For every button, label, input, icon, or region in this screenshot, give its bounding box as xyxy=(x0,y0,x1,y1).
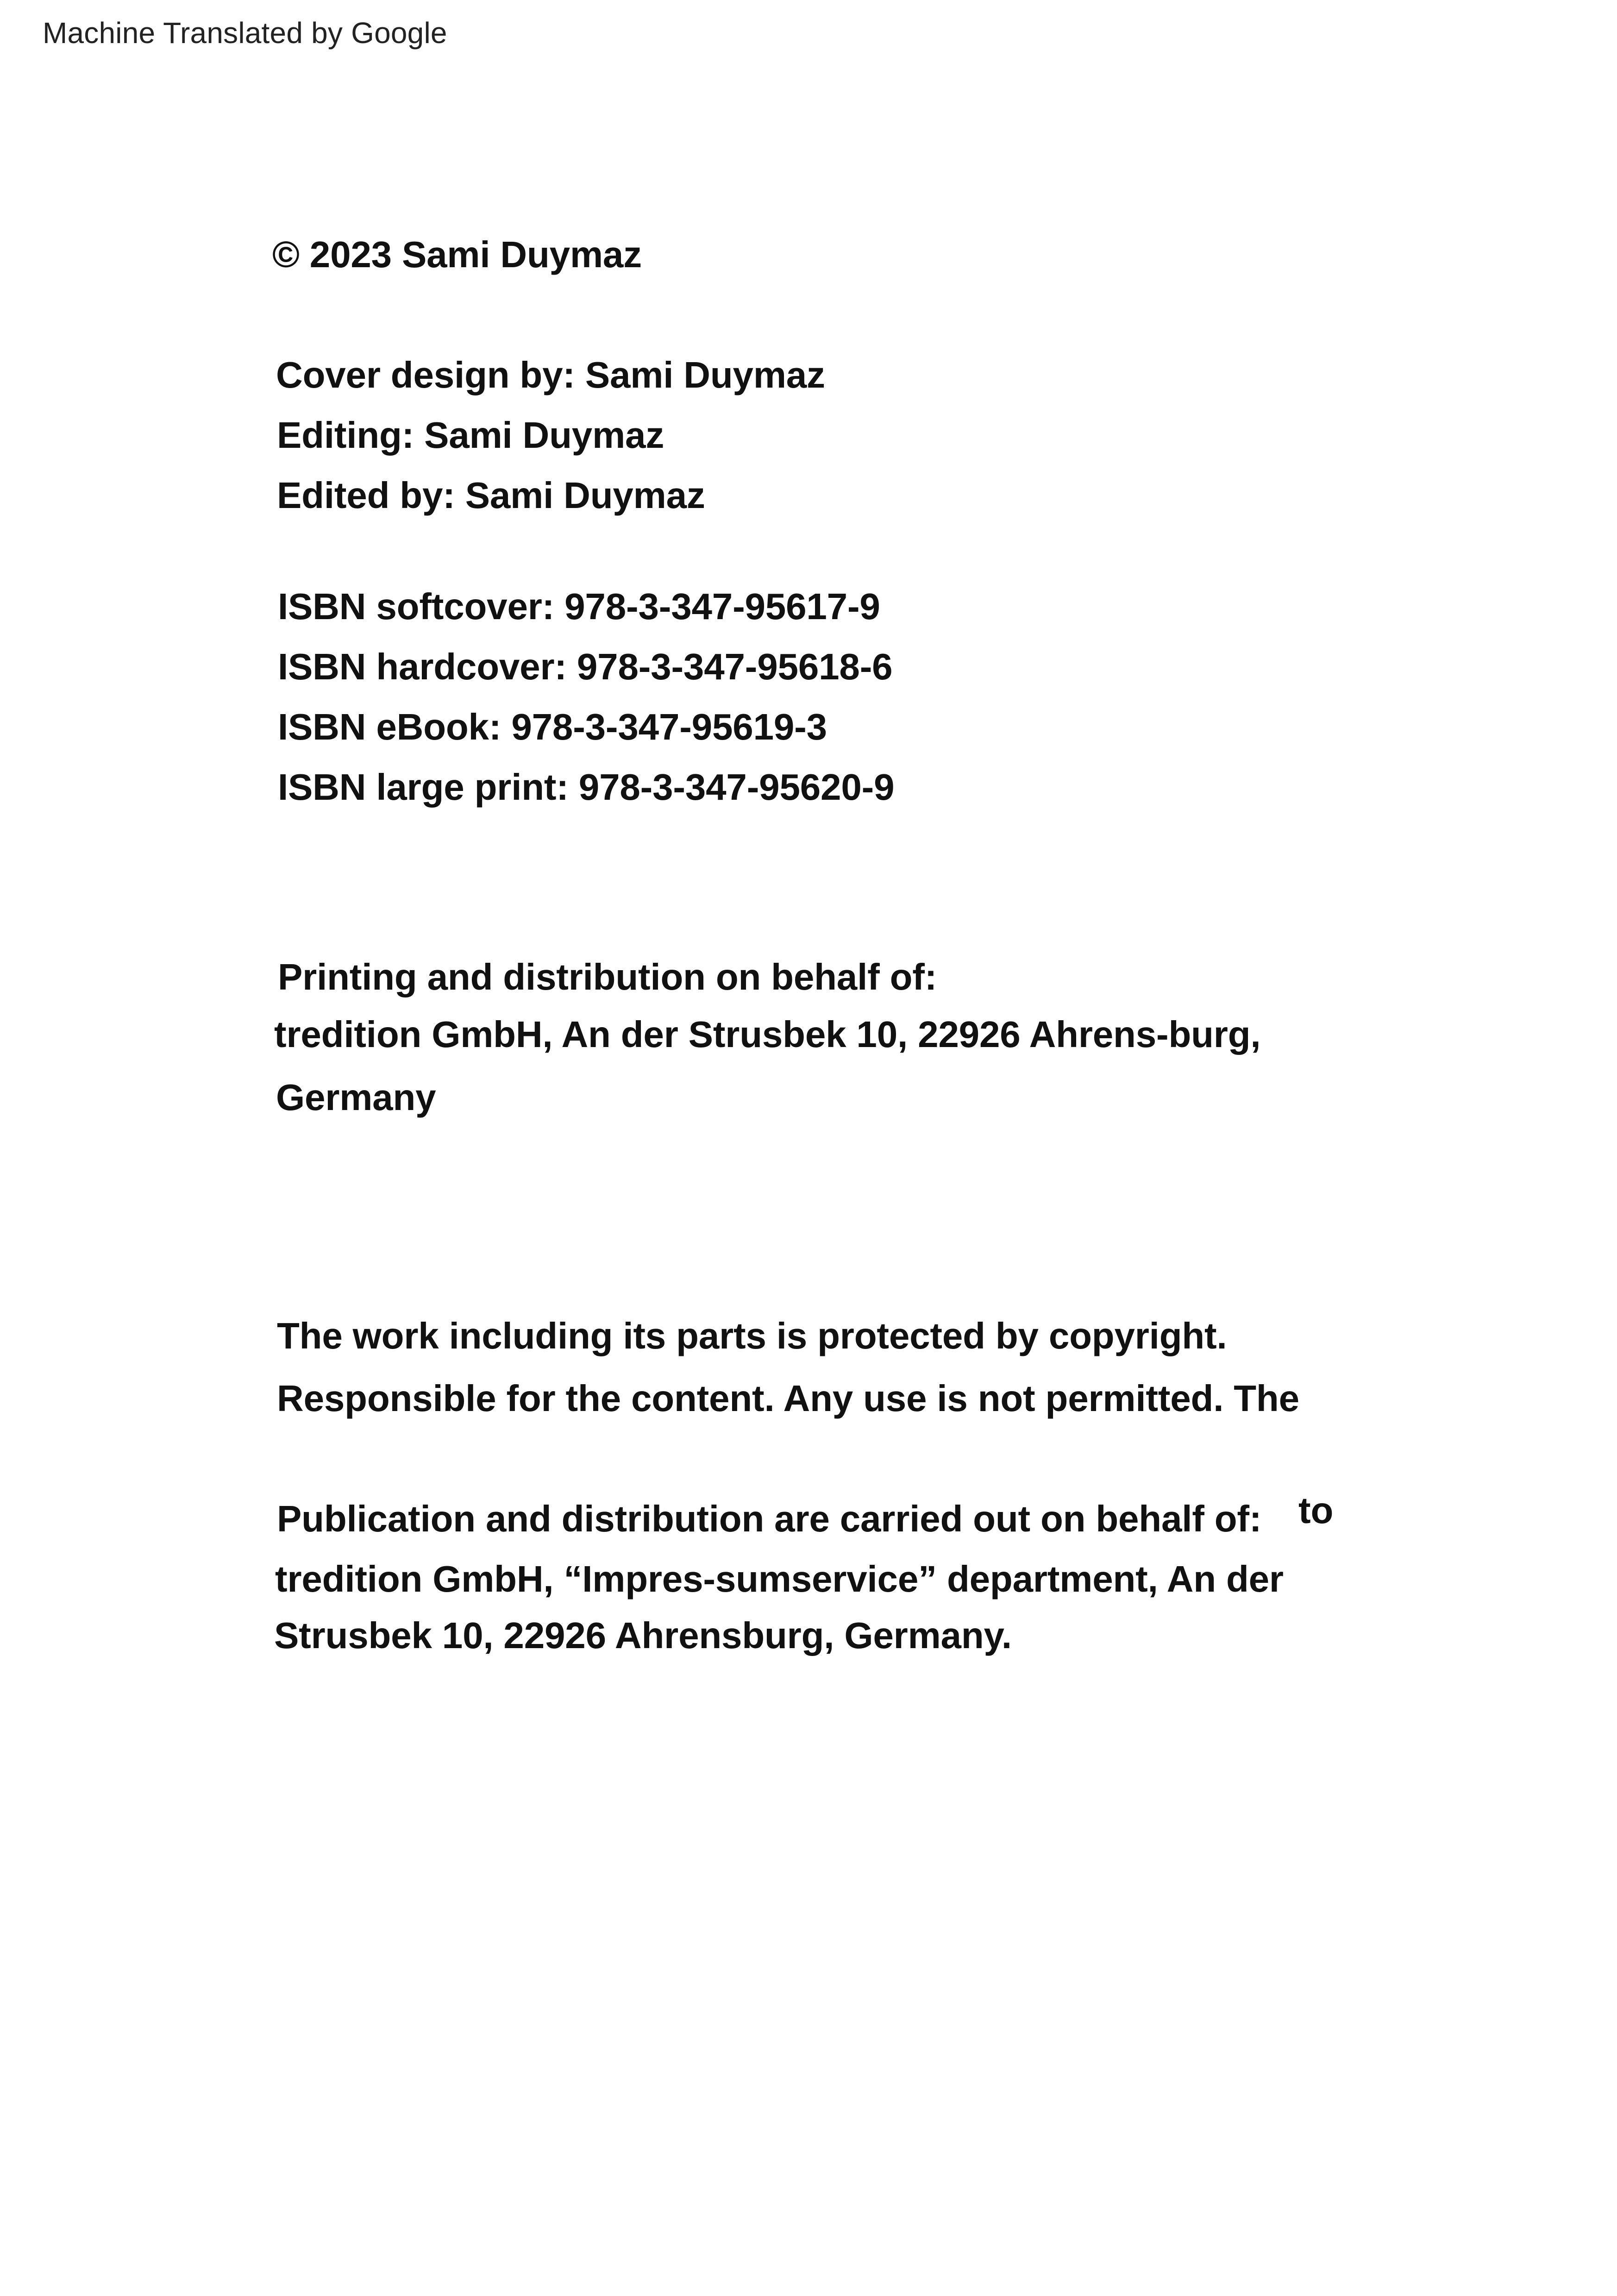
copyright-notice-line-3: Publication and distribution are carried out on behalf of: xyxy=(277,1498,1262,1539)
isbn-hardcover: ISBN hardcover: 978-3-347-95618-6 xyxy=(278,646,893,687)
printing-heading: Printing and distribution on behalf of: xyxy=(278,956,937,997)
copyright-line: © 2023 Sami Duymaz xyxy=(272,234,642,275)
isbn-large-print: ISBN large print: 978-3-347-95620-9 xyxy=(278,766,895,808)
isbn-softcover: ISBN softcover: 978-3-347-95617-9 xyxy=(278,586,880,627)
printing-address-line: tredition GmbH, An der Strusbek 10, 22926 Ahrens-burg, xyxy=(274,1014,1261,1055)
copyright-notice-line-4: tredition GmbH, “Impres-sumservice” department, An der xyxy=(275,1558,1284,1600)
editing-credit: Editing: Sami Duymaz xyxy=(277,414,664,456)
cover-design-credit: Cover design by: Sami Duymaz xyxy=(276,354,825,395)
isbn-ebook: ISBN eBook: 978-3-347-95619-3 xyxy=(278,706,827,747)
printing-country-line: Germany xyxy=(276,1077,436,1118)
copyright-notice-line-2: Responsible for the content. Any use is not permitted. The xyxy=(277,1378,1299,1419)
machine-translation-note: Machine Translated by Google xyxy=(43,16,447,50)
copyright-notice-floating-word: to xyxy=(1298,1490,1334,1531)
edited-by-credit: Edited by: Sami Duymaz xyxy=(277,475,705,516)
copyright-notice-line-1: The work including its parts is protected by copyright. xyxy=(277,1315,1227,1356)
copyright-notice-line-5: Strusbek 10, 22926 Ahrensburg, Germany. xyxy=(274,1615,1012,1656)
